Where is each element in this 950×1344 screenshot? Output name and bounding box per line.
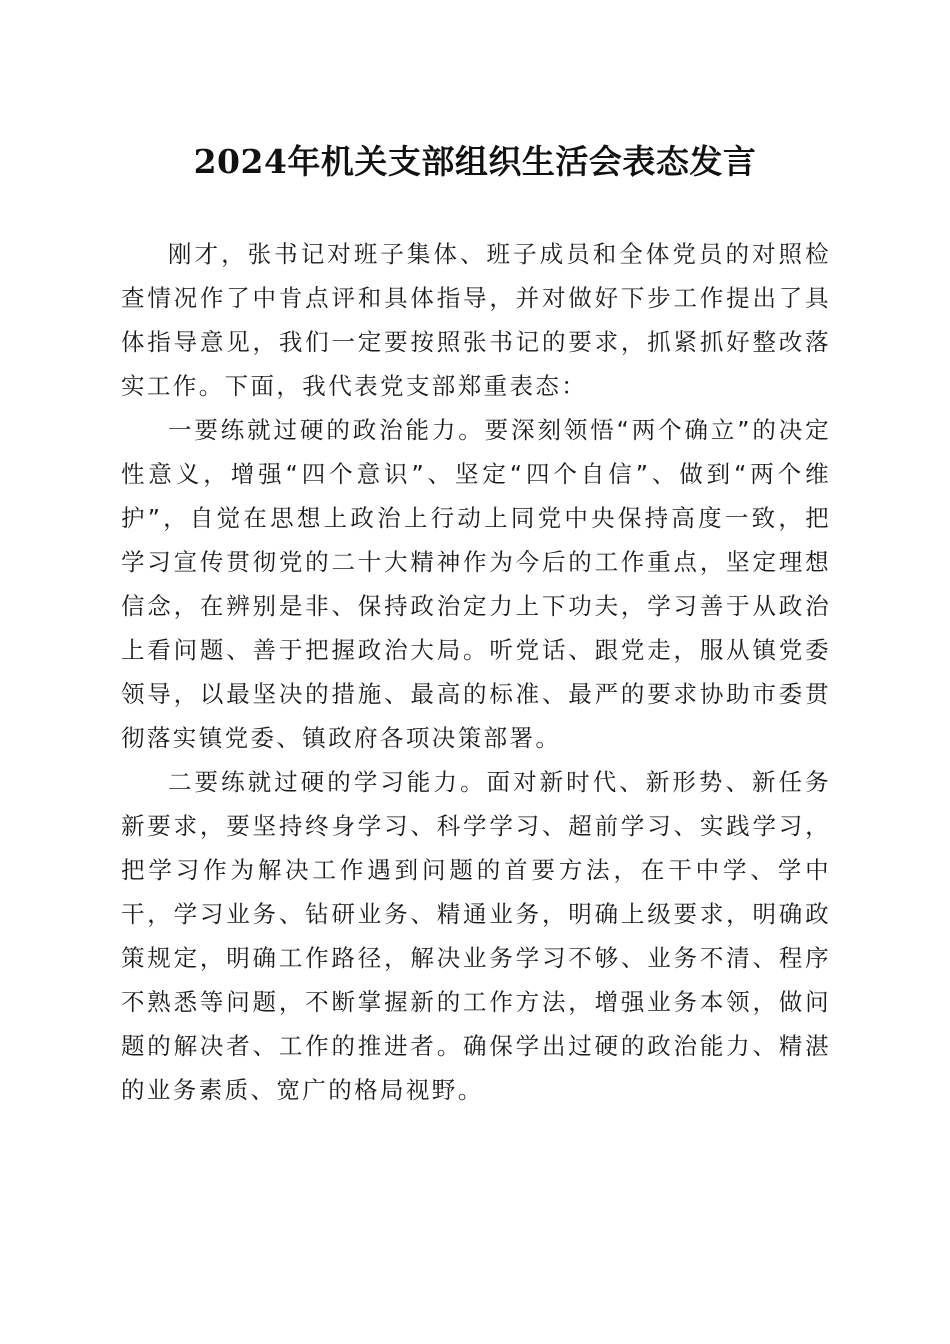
paragraph-political-ability: 一要练就过硬的政治能力。要深刻领悟“两个确立”的决定性意义，增强“四个意识”、坚定“四个自信”、做到“两个维护”，自觉在思想上政治上行动上同党中央保持高度一致，把学习宣传贯彻党的二十大精神作为今后的工作重点，坚定理想信念，在辨别是非、保持政治定力上下功夫，学习善于从政治上看问题、善于把握政治大局。听党话、跟党走，服从镇党委领导，以最坚决的措施、最高的标准、最严的要求协助市委贯彻落实镇党委、镇政府各项决策部署。 <box>121 416 831 752</box>
paragraph-learning-ability: 二要练就过硬的学习能力。面对新时代、新形势、新任务新要求，要坚持终身学习、科学学习、超前学习、实践学习，把学习作为解决工作遇到问题的首要方法，在干中学、学中干，学习业务、钻研业务、精通业务，明确上级要求，明确政策规定，明确工作路径，解决业务学习不够、业务不清、程序不熟悉等问题，不断掌握新的工作方法，增强业务本领，做问题的解决者、工作的推进者。确保学出过硬的政治能力、精湛的业务素质、宽广的格局视野。 <box>121 768 831 1104</box>
paragraph-intro: 刚才，张书记对班子集体、班子成员和全体党员的对照检查情况作了中肯点评和具体指导，并对做好下步工作提出了具体指导意见，我们一定要按照张书记的要求，抓紧抓好整改落实工作。下面，我代表党支部郑重表态： <box>121 240 831 400</box>
document-title: 2024年机关支部组织生活会表态发言 <box>193 142 757 181</box>
document-body <box>121 232 831 1112</box>
